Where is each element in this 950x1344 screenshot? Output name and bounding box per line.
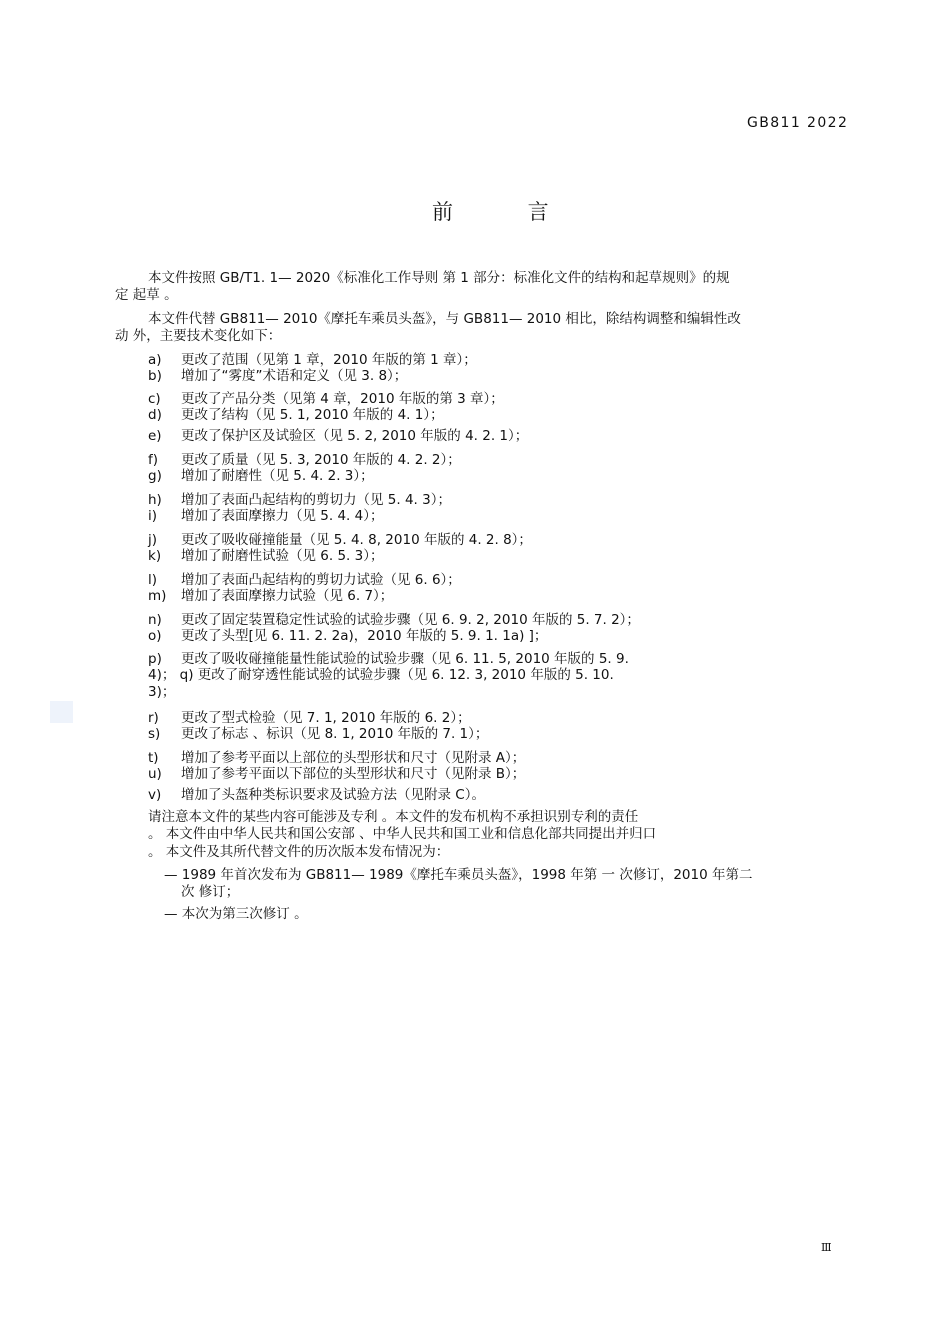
change-item: o) 更改了头型[见 6. 11. 2. 2a)，2010 年版的 5. 9. 1. 1a) ]； [148,628,548,644]
patent-note: 请注意本文件的某些内容可能涉及专利 。本文件的发布机构不承担识别专利的责任 [148,809,639,825]
page-title: 前 言 [432,200,583,224]
change-item: a) 更改了范围（见第 1 章，2010 年版的第 1 章）； [148,352,477,368]
change-item: u) 增加了参考平面以下部位的头型形状和尺寸（见附录 B）； [148,766,526,782]
change-item: n) 更改了固定装置稳定性试验的试验步骤（见 6. 9. 2, 2010 年版的 5. 7. 2）； [148,612,640,628]
change-item: h) 增加了表面凸起结构的剪切力（见 5. 4. 3）； [148,492,451,508]
change-item: m) 增加了表面摩擦力试验（见 6. 7）； [148,588,394,604]
change-item: c) 更改了产品分类（见第 4 章，2010 年版的第 3 章）； [148,391,504,407]
history-item-2: — 本次为第三次修订 。 [164,906,308,922]
history-item-1: — 1989 年首次发布为 GB811— 1989《摩托车乘员头盔》，1998 年第 一 次修订，2010 年第二 [164,867,753,883]
change-item: s) 更改了标志 、标识（见 8. 1, 2010 年版的 7. 1）； [148,726,489,742]
proposer-note: 。 本文件由中华人民共和国公安部 、中华人民共和国工业和信息化部共同提出并归口 [148,826,657,842]
change-item: v) 增加了头盔种类标识要求及试验方法（见附录 C）。 [148,787,485,803]
intro-paragraph-2: 本文件代替 GB811— 2010《摩托车乘员头盔》，与 GB811— 2010 相比，除结构调整和编辑性改 [148,311,741,327]
intro-paragraph-1: 本文件按照 GB/T1. 1— 2020《标准化工作导则 第 1 部分：标准化文件的结构和起草规则》的规 [148,270,730,286]
standard-code: GB811 2022 [747,115,849,131]
change-item: f) 更改了质量（见 5. 3, 2010 年版的 4. 2. 2）； [148,452,461,468]
history-intro: 。 本文件及其所代替文件的历次版本发布情况为： [148,844,450,860]
history-item-1-cont: 次 修订； [181,884,240,900]
intro-paragraph-2-cont: 动 外，主要技术变化如下： [115,328,282,344]
change-item: e) 更改了保护区及试验区（见 5. 2, 2010 年版的 4. 2. 1）； [148,428,529,444]
intro-paragraph-1-cont: 定 起草 。 [115,287,178,303]
change-item: g) 增加了耐磨性（见 5. 4. 2. 3）； [148,468,374,484]
change-item: j) 更改了吸收碰撞能量（见 5. 4. 8, 2010 年版的 4. 2. 8）； [148,532,532,548]
change-item-cont: 4)； q) 更改了耐穿透性能试验的试验步骤（见 6. 12. 3, 2010 年版的 5. 10. [148,667,614,683]
change-item: i) 增加了表面摩擦力（见 5. 4. 4）； [148,508,384,524]
change-item: r) 更改了型式检验（见 7. 1, 2010 年版的 6. 2）； [148,710,471,726]
page-number: Ⅲ [821,1241,832,1254]
change-item: p) 更改了吸收碰撞能量性能试验的试验步骤（见 6. 11. 5, 2010 年版的 5. 9. [148,651,629,667]
change-item: b) 增加了“雾度”术语和定义（见 3. 8）； [148,368,408,384]
change-item: l) 增加了表面凸起结构的剪切力试验（见 6. 6）； [148,572,461,588]
change-item: d) 更改了结构（见 5. 1, 2010 年版的 4. 1）； [148,407,444,423]
change-item: t) 增加了参考平面以上部位的头型形状和尺寸（见附录 A）； [148,750,526,766]
change-item: k) 增加了耐磨性试验（见 6. 5. 3）； [148,548,384,564]
change-item-cont: 3)； [148,684,176,700]
page-marker [50,701,73,723]
